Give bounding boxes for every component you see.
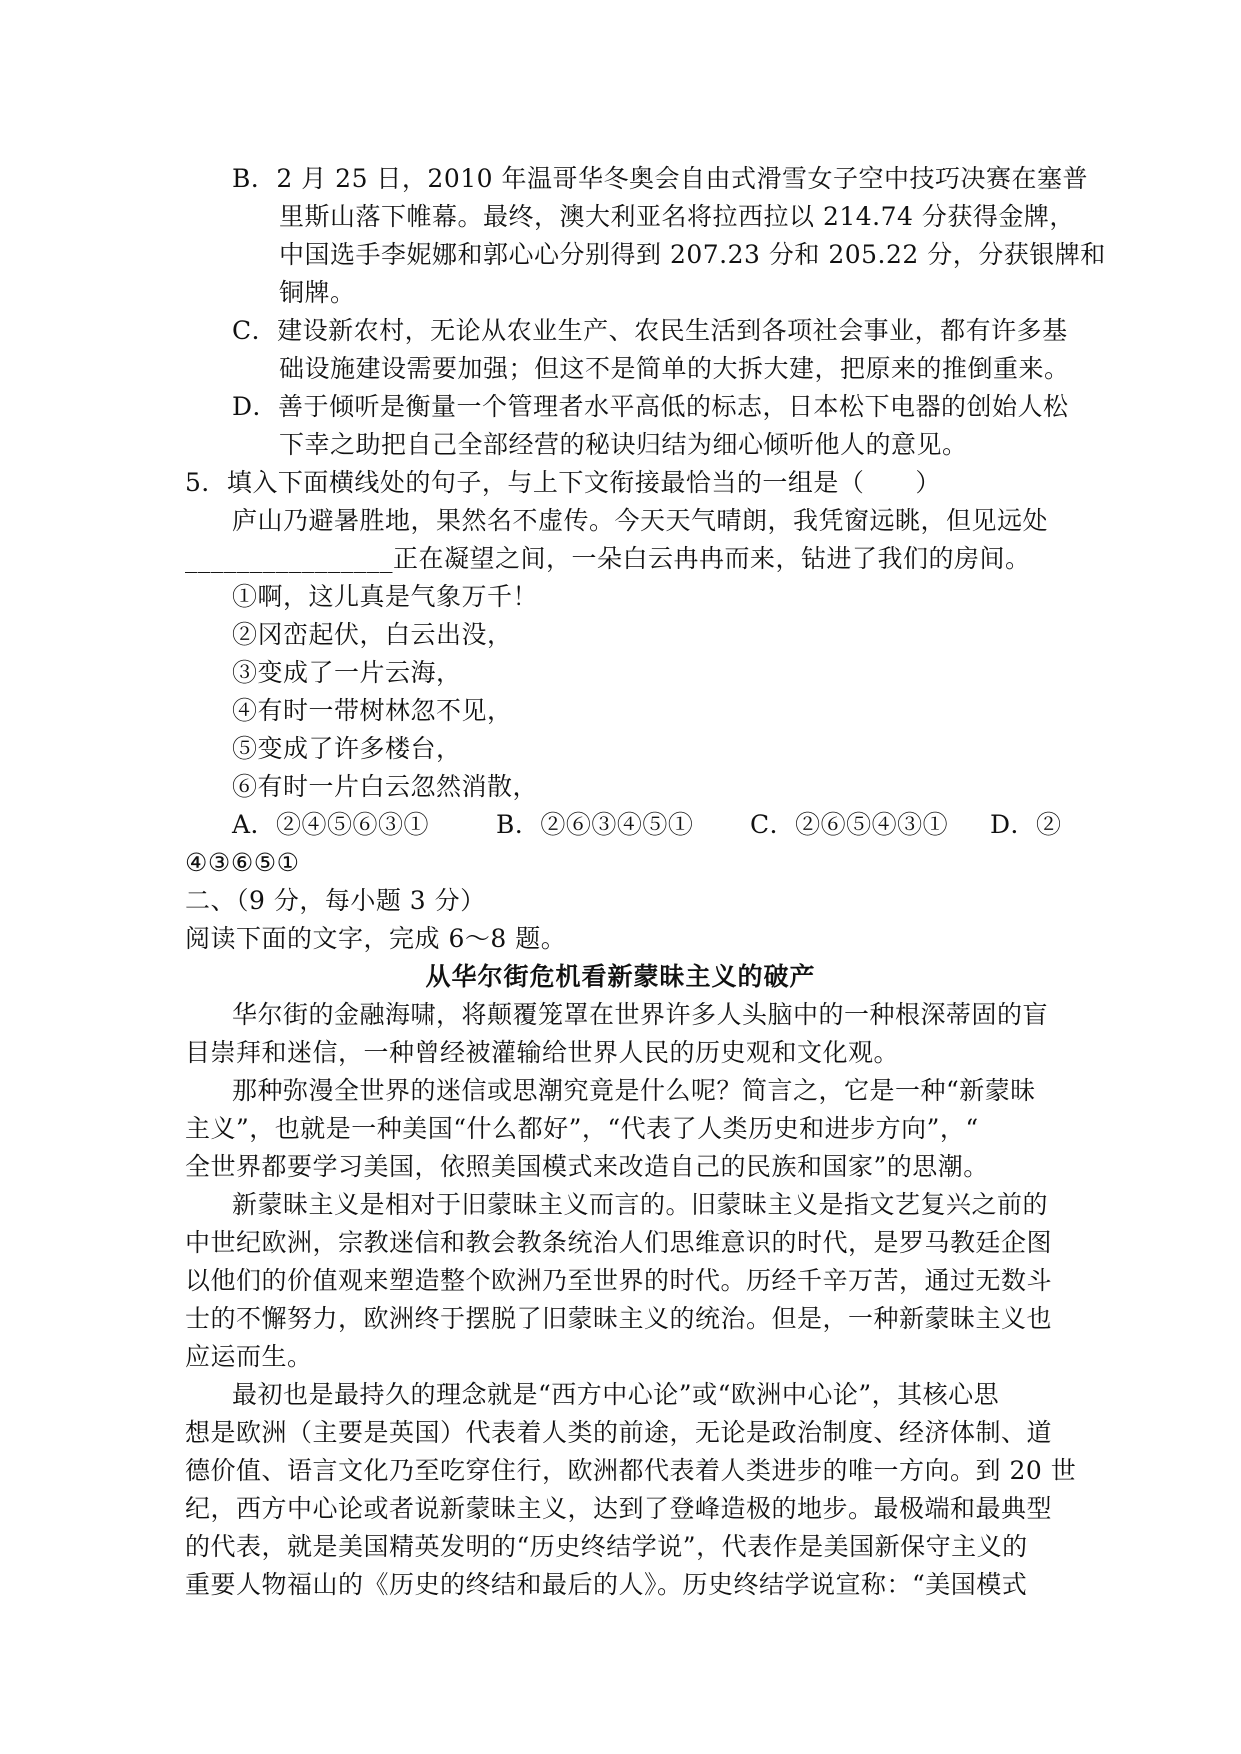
- text-line: 二、（9 分，每小题 3 分）: [185, 886, 486, 915]
- text-line: 纪，西方中心论或者说新蒙昧主义，达到了登峰造极的地步。最极端和最典型: [185, 1494, 1053, 1523]
- text-line: ①啊，这儿真是气象万千！: [232, 582, 539, 611]
- text-line: 5．填入下面横线处的句子，与上下文衔接最恰当的一组是（ ）: [185, 468, 941, 497]
- text-line: ④有时一带树林忽不见，: [232, 696, 513, 725]
- text-line: ⑤变成了许多楼台，: [232, 734, 462, 763]
- text-line: 华尔街的金融海啸，将颠覆笼罩在世界许多人头脑中的一种根深蒂固的盲: [232, 1000, 1049, 1029]
- text-line: 阅读下面的文字，完成 6～8 题。: [185, 924, 567, 953]
- text-line: 士的不懈努力，欧洲终于摆脱了旧蒙昧主义的统治。但是，一种新蒙昧主义也: [185, 1304, 1053, 1333]
- text-line: D．善于倾听是衡量一个管理者水平高低的标志，日本松下电器的创始人松: [232, 392, 1069, 421]
- text-line: C．建设新农村，无论从农业生产、农民生活到各项社会事业，都有许多基: [232, 316, 1068, 345]
- text-line: 想是欧洲（主要是英国）代表着人类的前途，无论是政治制度、经济体制、道: [185, 1418, 1053, 1447]
- text-line: 铜牌。: [279, 278, 356, 307]
- text-line: 那种弥漫全世界的迷信或思潮究竟是什么呢？简言之，它是一种“新蒙昧: [232, 1076, 1036, 1105]
- text-line: 全世界都要学习美国，依照美国模式来改造自己的民族和国家”的思潮。: [185, 1152, 989, 1181]
- text-line: 里斯山落下帷幕。最终，澳大利亚名将拉西拉以 214.74 分获得金牌，: [279, 202, 1075, 231]
- text-line: B．2 月 25 日，2010 年温哥华冬奥会自由式滑雪女子空中技巧决赛在塞普: [232, 164, 1089, 193]
- text-line: ________________正在凝望之间，一朵白云冉冉而来，钻进了我们的房间。: [185, 544, 1031, 573]
- text-line: ③变成了一片云海，: [232, 658, 462, 687]
- text-line: 础设施建设需要加强；但这不是简单的大拆大建，把原来的推倒重来。: [279, 354, 1070, 383]
- text-line: B．②⑥③④⑤①: [496, 810, 694, 839]
- text-line: C．②⑥⑤④③①: [750, 810, 949, 839]
- text-line: 庐山乃避暑胜地，果然名不虚传。今天天气晴朗，我凭窗远眺，但见远处: [232, 506, 1049, 535]
- text-line: 重要人物福山的《历史的终结和最后的人》。历史终结学说宣称：“美国模式: [185, 1570, 1028, 1599]
- text-line: A．②④⑤⑥③①: [232, 810, 430, 839]
- text-line: 应运而生。: [185, 1342, 313, 1371]
- text-line: 最初也是最持久的理念就是“西方中心论”或“欧洲中心论”，其核心思: [232, 1380, 1000, 1409]
- text-line: 中世纪欧洲，宗教迷信和教会教条统治人们思维意识的时代，是罗马教廷企图: [185, 1228, 1053, 1257]
- text-line: ④③⑥⑤①: [185, 848, 300, 877]
- text-line: 的代表，就是美国精英发明的“历史终结学说”，代表作是美国新保守主义的: [185, 1532, 1028, 1561]
- text-line: 新蒙昧主义是相对于旧蒙昧主义而言的。旧蒙昧主义是指文艺复兴之前的: [232, 1190, 1049, 1219]
- text-line: 中国选手李妮娜和郭心心分别得到 207.23 分和 205.22 分，分获银牌和: [279, 240, 1106, 269]
- text-line: 德价值、语言文化乃至吃穿住行，欧洲都代表着人类进步的唯一方向。到 20 世: [185, 1456, 1077, 1485]
- text-line: 目崇拜和迷信，一种曾经被灌输给世界人民的历史观和文化观。: [185, 1038, 900, 1067]
- text-line: ②冈峦起伏，白云出没，: [232, 620, 513, 649]
- text-line: ⑥有时一片白云忽然消散，: [232, 772, 539, 801]
- text-line: D．②: [990, 810, 1062, 839]
- text-line: 以他们的价值观来塑造整个欧洲乃至世界的时代。历经千辛万苦，通过无数斗: [185, 1266, 1053, 1295]
- text-line: 下幸之助把自己全部经营的秘诀归结为细心倾听他人的意见。: [279, 430, 968, 459]
- text-line: 主义”，也就是一种美国“什么都好”，“代表了人类历史和进步方向”，“: [185, 1114, 979, 1143]
- article-title: 从华尔街危机看新蒙昧主义的破产: [425, 962, 816, 991]
